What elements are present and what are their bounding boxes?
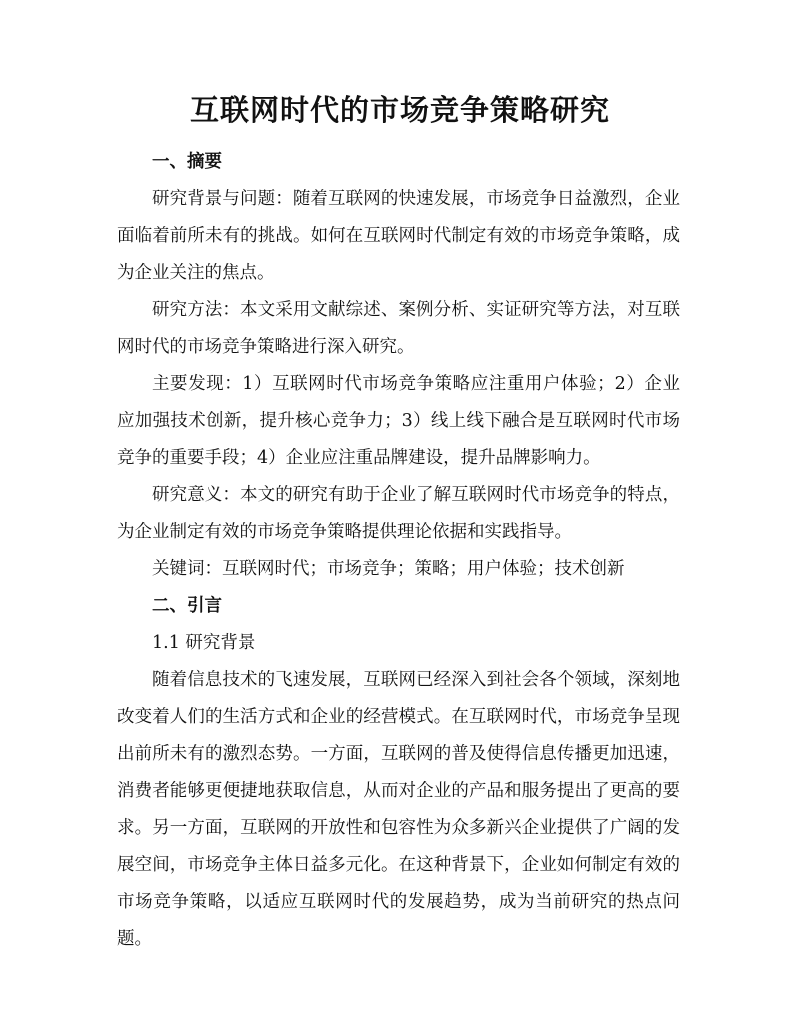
abstract-background-paragraph: 研究背景与问题：随着互联网的快速发展，市场竞争日益激烈，企业面临着前所未有的挑战。如何在互联网时代制定有效的市场竞争策略，成为企业关注的焦点。 (117, 189, 680, 283)
research-background-paragraph: 随着信息技术的飞速发展，互联网已经深入到社会各个领域，深刻地改变着人们的生活方式和企业的经营模式。在互联网时代，市场竞争呈现出前所未有的激烈态势。一方面，互联网的普及使得信息传播更加迅速，消费者能够更便捷地获取信息，从而对企业的产品和服务提出了更高的要求。另一方面，互联网的开放性和包容性为众多新兴企业提供了广阔的发展空间，市场竞争主体日益多元化。在这种背景下，企业如何制定有效的市场竞争策略，以适应互联网时代的发展趋势，成为当前研究的热点问题。 (117, 670, 680, 949)
abstract-heading: 一、摘要 (152, 152, 222, 172)
abstract-method-paragraph: 研究方法：本文采用文献综述、案例分析、实证研究等方法，对互联网时代的市场竞争策略进行深入研究。 (117, 300, 680, 357)
keywords-line: 关键词：互联网时代；市场竞争；策略；用户体验；技术创新 (152, 559, 625, 579)
page-title: 互联网时代的市场竞争策略研究 (189, 93, 610, 127)
introduction-heading: 二、引言 (152, 596, 222, 616)
abstract-significance-paragraph: 研究意义：本文的研究有助于企业了解互联网时代市场竞争的特点，为企业制定有效的市场竞争策略提供理论依据和实践指导。 (117, 485, 680, 542)
subsection-heading-research-background: 1.1 研究背景 (152, 633, 256, 653)
document-body (117, 144, 680, 958)
abstract-findings-paragraph: 主要发现：1）互联网时代市场竞争策略应注重用户体验；2）企业应加强技术创新，提升核心竞争力；3）线上线下融合是互联网时代市场竞争的重要手段；4）企业应注重品牌建设，提升品牌影响力。 (117, 374, 680, 468)
